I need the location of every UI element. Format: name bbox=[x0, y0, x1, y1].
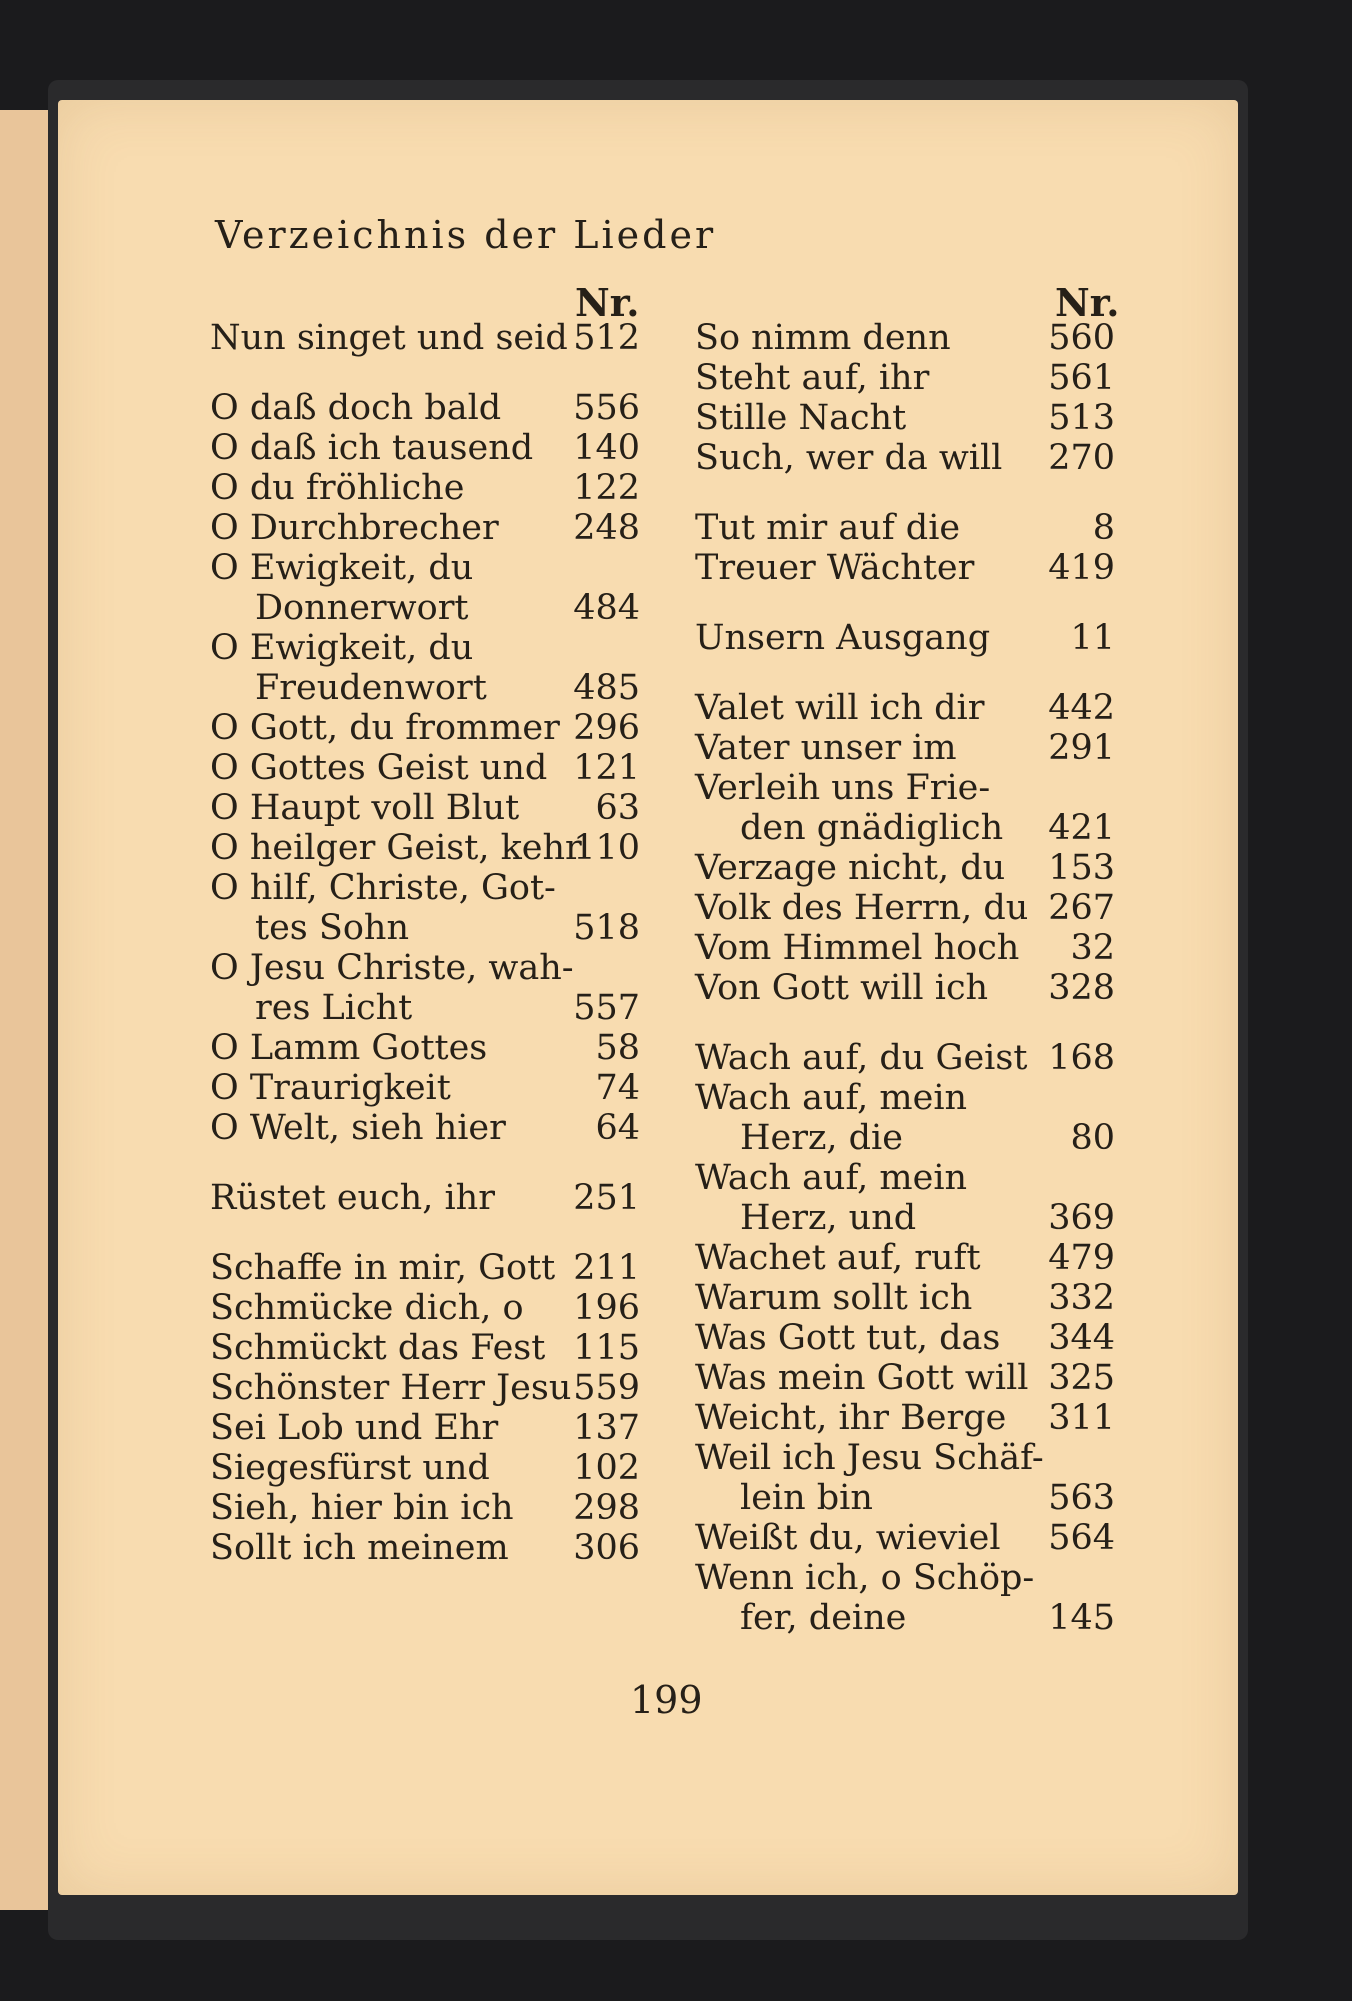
song-entry bbox=[695, 688, 1115, 728]
song-title: Vom Himmel hoch bbox=[695, 928, 1020, 968]
song-title: Schaffe in mir, Gott bbox=[210, 1248, 556, 1288]
song-number: 419 bbox=[1048, 548, 1115, 588]
song-number: 270 bbox=[1048, 438, 1115, 478]
nr-column-label-right: Nr. bbox=[1055, 280, 1120, 325]
song-entry bbox=[210, 1068, 640, 1108]
song-entry bbox=[695, 1518, 1115, 1558]
song-number: 11 bbox=[1070, 618, 1115, 658]
song-number: 557 bbox=[573, 988, 640, 1028]
song-entry bbox=[210, 828, 640, 868]
song-title: Steht auf, ihr bbox=[695, 358, 930, 398]
song-number: 251 bbox=[573, 1178, 640, 1218]
song-title: O daß doch bald bbox=[210, 388, 502, 428]
song-title: O Ewigkeit, du bbox=[210, 628, 474, 668]
song-number: 518 bbox=[573, 908, 640, 948]
song-entry bbox=[210, 1288, 640, 1328]
song-number: 248 bbox=[573, 508, 640, 548]
song-entry bbox=[210, 428, 640, 468]
song-title: Rüstet euch, ihr bbox=[210, 1178, 495, 1218]
song-entry bbox=[210, 948, 640, 988]
song-number: 556 bbox=[573, 388, 640, 428]
song-number: 115 bbox=[573, 1328, 640, 1368]
page-title: Verzeichnis der Lieder bbox=[215, 213, 717, 257]
section-gap bbox=[695, 588, 1115, 618]
song-number: 140 bbox=[573, 428, 640, 468]
song-number: 58 bbox=[595, 1028, 640, 1068]
song-title: Weißt du, wieviel bbox=[695, 1518, 1001, 1558]
song-entry bbox=[210, 1248, 640, 1288]
song-number: 328 bbox=[1048, 968, 1115, 1008]
song-number: 563 bbox=[1048, 1478, 1115, 1518]
song-title: Stille Nacht bbox=[695, 398, 907, 438]
song-title: O Welt, sieh hier bbox=[210, 1108, 506, 1148]
song-number: 137 bbox=[573, 1408, 640, 1448]
song-number: 512 bbox=[573, 318, 640, 358]
song-title: O Durchbrecher bbox=[210, 508, 499, 548]
song-title: Donnerwort bbox=[255, 588, 469, 628]
song-number: 211 bbox=[573, 1248, 640, 1288]
song-title: Wach auf, mein bbox=[695, 1158, 968, 1198]
song-title: Nun singet und seid bbox=[210, 318, 568, 358]
section-gap bbox=[695, 1008, 1115, 1038]
song-number: 64 bbox=[595, 1108, 640, 1148]
song-entry bbox=[210, 1108, 640, 1148]
song-title: tes Sohn bbox=[255, 908, 409, 948]
song-entry bbox=[210, 1328, 640, 1368]
song-title: Was Gott tut, das bbox=[695, 1318, 1001, 1358]
song-entry bbox=[695, 318, 1115, 358]
song-title: Treuer Wächter bbox=[695, 548, 975, 588]
song-number: 306 bbox=[573, 1528, 640, 1568]
song-title: Weil ich Jesu Schäf- bbox=[695, 1438, 1044, 1478]
song-title: Schönster Herr Jesu bbox=[210, 1368, 572, 1408]
song-title: Warum sollt ich bbox=[695, 1278, 973, 1318]
song-entry bbox=[695, 358, 1115, 398]
song-number: 561 bbox=[1048, 358, 1115, 398]
song-title: Verzage nicht, du bbox=[695, 848, 1006, 888]
song-number: 267 bbox=[1048, 888, 1115, 928]
song-number: 479 bbox=[1048, 1238, 1115, 1278]
song-number: 110 bbox=[573, 828, 640, 868]
song-title: So nimm denn bbox=[695, 318, 951, 358]
song-number: 32 bbox=[1070, 928, 1115, 968]
song-entry bbox=[210, 1178, 640, 1218]
song-number: 369 bbox=[1048, 1198, 1115, 1238]
song-entry bbox=[695, 1598, 1115, 1638]
song-number: 80 bbox=[1070, 1118, 1115, 1158]
song-entry bbox=[210, 508, 640, 548]
song-title: O Ewigkeit, du bbox=[210, 548, 474, 588]
song-entry bbox=[210, 388, 640, 428]
song-entry bbox=[695, 1238, 1115, 1278]
song-entry bbox=[210, 668, 640, 708]
song-title: Sieh, hier bin ich bbox=[210, 1488, 514, 1528]
song-entry bbox=[695, 508, 1115, 548]
song-entry bbox=[210, 628, 640, 668]
song-entry bbox=[210, 1528, 640, 1568]
song-title: Wach auf, mein bbox=[695, 1078, 968, 1118]
song-entry bbox=[210, 1488, 640, 1528]
song-entry bbox=[695, 1118, 1115, 1158]
nr-column-label-left: Nr. bbox=[575, 280, 640, 325]
song-number: 311 bbox=[1048, 1398, 1115, 1438]
song-title: Wachet auf, ruft bbox=[695, 1238, 981, 1278]
song-number: 442 bbox=[1048, 688, 1115, 728]
song-entry bbox=[695, 1438, 1115, 1478]
song-title: O Lamm Gottes bbox=[210, 1028, 488, 1068]
song-entry bbox=[695, 1078, 1115, 1118]
song-title: Vater unser im bbox=[695, 728, 957, 768]
song-title: O Jesu Christe, wah- bbox=[210, 948, 574, 988]
song-entry bbox=[695, 1398, 1115, 1438]
song-entry bbox=[695, 1558, 1115, 1598]
section-gap bbox=[695, 478, 1115, 508]
song-entry bbox=[210, 708, 640, 748]
song-number: 560 bbox=[1048, 318, 1115, 358]
song-entry bbox=[695, 728, 1115, 768]
section-gap bbox=[210, 358, 640, 388]
song-title: Wach auf, du Geist bbox=[695, 1038, 1028, 1078]
song-entry bbox=[210, 1368, 640, 1408]
song-entry bbox=[695, 888, 1115, 928]
song-number: 145 bbox=[1048, 1598, 1115, 1638]
song-number: 196 bbox=[573, 1288, 640, 1328]
song-entry bbox=[210, 868, 640, 908]
song-entry bbox=[695, 1198, 1115, 1238]
song-entry bbox=[695, 808, 1115, 848]
song-title: Schmückt das Fest bbox=[210, 1328, 546, 1368]
song-title: O Gott, du frommer bbox=[210, 708, 560, 748]
song-entry bbox=[210, 748, 640, 788]
song-entry bbox=[210, 1028, 640, 1068]
song-number: 291 bbox=[1048, 728, 1115, 768]
song-number: 74 bbox=[595, 1068, 640, 1108]
song-entry bbox=[695, 1318, 1115, 1358]
song-title: O du fröhliche bbox=[210, 468, 465, 508]
song-title: Siegesfürst und bbox=[210, 1448, 490, 1488]
song-entry bbox=[210, 788, 640, 828]
song-entry bbox=[695, 438, 1115, 478]
song-entry bbox=[210, 318, 640, 358]
song-title: O Gottes Geist und bbox=[210, 748, 548, 788]
song-title: lein bin bbox=[740, 1478, 873, 1518]
song-entry bbox=[695, 398, 1115, 438]
song-title: Unsern Ausgang bbox=[695, 618, 991, 658]
song-number: 153 bbox=[1048, 848, 1115, 888]
song-title: O daß ich tausend bbox=[210, 428, 534, 468]
page-number: 199 bbox=[630, 1678, 703, 1722]
song-list-left bbox=[210, 318, 640, 1568]
song-number: 344 bbox=[1048, 1318, 1115, 1358]
song-entry bbox=[210, 548, 640, 588]
song-number: 63 bbox=[595, 788, 640, 828]
song-entry bbox=[695, 928, 1115, 968]
song-title: Freudenwort bbox=[255, 668, 487, 708]
section-gap bbox=[695, 658, 1115, 688]
song-number: 8 bbox=[1092, 508, 1115, 548]
song-number: 513 bbox=[1048, 398, 1115, 438]
song-title: Was mein Gott will bbox=[695, 1358, 1029, 1398]
song-title: O Traurigkeit bbox=[210, 1068, 451, 1108]
song-title: Weicht, ihr Berge bbox=[695, 1398, 1007, 1438]
song-entry bbox=[695, 1478, 1115, 1518]
song-number: 122 bbox=[573, 468, 640, 508]
section-gap bbox=[210, 1218, 640, 1248]
song-title: Schmücke dich, o bbox=[210, 1288, 524, 1328]
song-number: 168 bbox=[1048, 1038, 1115, 1078]
section-gap bbox=[210, 1148, 640, 1178]
song-entry bbox=[695, 548, 1115, 588]
song-number: 564 bbox=[1048, 1518, 1115, 1558]
song-title: O heilger Geist, kehr bbox=[210, 828, 582, 868]
song-title: Herz, und bbox=[740, 1198, 917, 1238]
song-entry bbox=[210, 988, 640, 1028]
song-number: 121 bbox=[573, 748, 640, 788]
song-title: Sollt ich meinem bbox=[210, 1528, 509, 1568]
song-title: Such, wer da will bbox=[695, 438, 1003, 478]
song-number: 325 bbox=[1048, 1358, 1115, 1398]
song-title: Herz, die bbox=[740, 1118, 903, 1158]
song-title: O hilf, Christe, Got- bbox=[210, 868, 556, 908]
song-title: Tut mir auf die bbox=[695, 508, 961, 548]
song-number: 332 bbox=[1048, 1278, 1115, 1318]
song-entry bbox=[695, 968, 1115, 1008]
song-entry bbox=[695, 1358, 1115, 1398]
song-title: res Licht bbox=[255, 988, 413, 1028]
song-title: Volk des Herrn, du bbox=[695, 888, 1029, 928]
song-title: Verleih uns Frie- bbox=[695, 768, 991, 808]
song-entry bbox=[695, 1038, 1115, 1078]
song-number: 298 bbox=[573, 1488, 640, 1528]
song-entry bbox=[695, 768, 1115, 808]
song-entry bbox=[210, 588, 640, 628]
song-title: Sei Lob und Ehr bbox=[210, 1408, 499, 1448]
song-number: 559 bbox=[573, 1368, 640, 1408]
song-list-right bbox=[695, 318, 1115, 1638]
adjacent-page-edge bbox=[0, 110, 50, 1910]
song-entry bbox=[210, 908, 640, 948]
song-entry bbox=[695, 848, 1115, 888]
song-entry bbox=[210, 1448, 640, 1488]
song-entry bbox=[210, 1408, 640, 1448]
song-number: 296 bbox=[573, 708, 640, 748]
song-title: fer, deine bbox=[740, 1598, 907, 1638]
song-entry bbox=[695, 1158, 1115, 1198]
song-number: 102 bbox=[573, 1448, 640, 1488]
song-entry bbox=[695, 1278, 1115, 1318]
song-number: 484 bbox=[573, 588, 640, 628]
song-entry bbox=[210, 468, 640, 508]
song-number: 485 bbox=[573, 668, 640, 708]
song-entry bbox=[695, 618, 1115, 658]
song-title: den gnädiglich bbox=[740, 808, 1004, 848]
song-title: O Haupt voll Blut bbox=[210, 788, 520, 828]
song-number: 421 bbox=[1048, 808, 1115, 848]
song-title: Valet will ich dir bbox=[695, 688, 985, 728]
song-title: Von Gott will ich bbox=[695, 968, 989, 1008]
song-title: Wenn ich, o Schöp- bbox=[695, 1558, 1035, 1598]
